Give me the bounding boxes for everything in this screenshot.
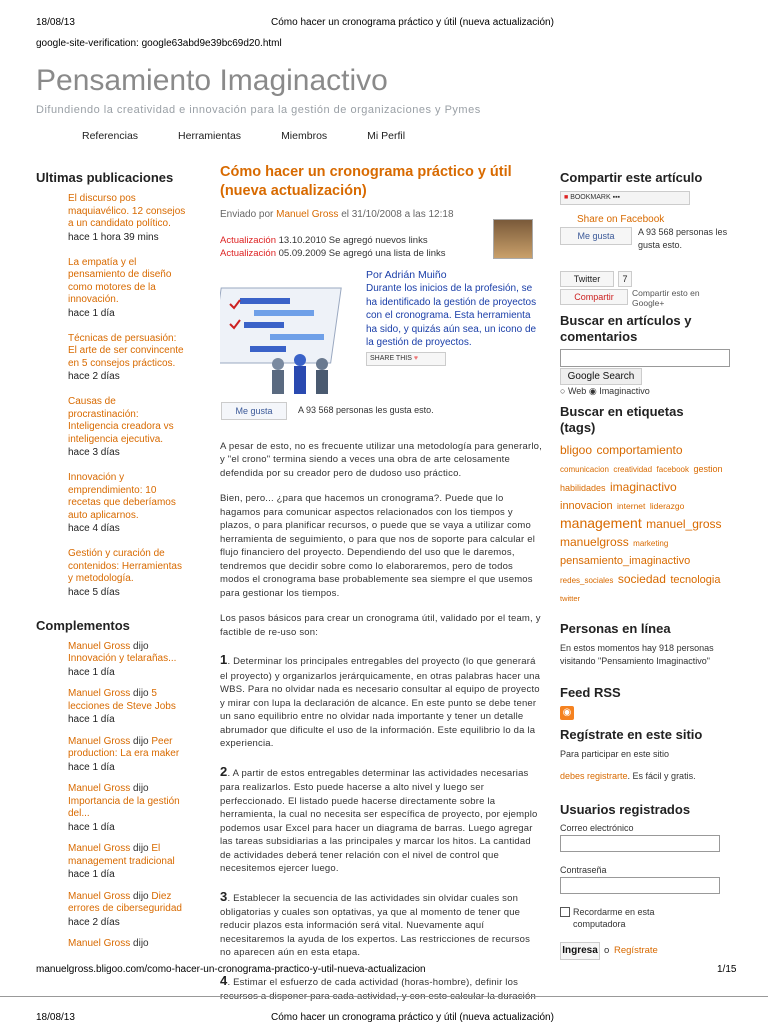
list-item xyxy=(68,891,186,930)
said-label: dijo xyxy=(133,735,149,747)
author-link[interactable]: Manuel Gross xyxy=(276,208,339,220)
tag-link[interactable]: twitter xyxy=(560,594,581,604)
radio-web-label: Web xyxy=(567,386,587,396)
list-item xyxy=(68,688,186,727)
step-number: 1 xyxy=(220,652,228,668)
print-date: 18/08/13 xyxy=(36,17,75,28)
nav-mi-perfil[interactable]: Mi Perfil xyxy=(367,130,406,142)
rss-icon[interactable]: ◉ xyxy=(560,706,574,720)
step-number: 3 xyxy=(220,888,228,904)
publication-link[interactable]: Técnicas de persuasión: El arte de ser convincente en 5 consejos prácticos. xyxy=(68,332,184,369)
said-label: dijo xyxy=(133,843,149,854)
radio-web[interactable]: ○ xyxy=(560,386,566,396)
search-section xyxy=(560,313,730,346)
paragraph: A pesar de esto, no es frecuente utilizar una metodología para generarlo, y "el crono" termina siendo a veces una obra de arte celosamente defendida por su creador pero de dudoso uso práctico. xyxy=(220,441,542,479)
tags-section xyxy=(560,404,690,437)
bookmark-button[interactable] xyxy=(560,191,690,205)
comment-time: hace 1 día xyxy=(68,869,115,880)
step xyxy=(220,763,542,876)
tag-link[interactable]: marketing xyxy=(633,538,669,548)
users-title: Usuarios registrados xyxy=(560,802,691,817)
print-title: Cómo hacer un cronograma práctico y útil (nueva actualización) xyxy=(271,17,554,28)
list-item xyxy=(68,843,186,882)
said-label: dijo xyxy=(133,688,149,699)
tags-title: Buscar en etiquetas (tags) xyxy=(560,404,684,436)
comment-link[interactable]: 5 lecciones de Steve Jobs xyxy=(68,688,176,712)
publication-time: hace 5 días xyxy=(68,586,120,598)
comment-author[interactable]: Manuel Gross xyxy=(68,640,131,652)
comment-author[interactable]: Manuel Gross xyxy=(68,843,131,854)
remember-checkbox[interactable] xyxy=(560,907,570,917)
comment-time: hace 2 días xyxy=(68,916,120,928)
list-item xyxy=(68,641,186,680)
register-text-2: . Es fácil y gratis. xyxy=(627,771,696,781)
search-scope xyxy=(560,385,650,398)
online-text: En estos momentos hay 918 personas visitando "Pensamiento Imaginactivo" xyxy=(560,643,714,666)
intro-text: Durante los inicios de la profesión, se ha identificado la gestión de proyectos con el cronograma. Esta herramienta ha sido, y quizás aún sea, un icono de la gestión de proyectos. xyxy=(366,283,537,349)
article-title: Cómo hacer un cronograma práctico y útil (nueva actualización) xyxy=(220,164,512,199)
twitter-count: 7 xyxy=(618,271,632,287)
step-number: 4 xyxy=(220,972,228,988)
comment-link[interactable]: Importancia de la gestión del... xyxy=(68,795,180,819)
gplus-share-button[interactable]: Compartir xyxy=(560,289,628,305)
article-body xyxy=(220,440,542,1016)
publication-link[interactable]: El discurso pos maquiavélico. 12 consejos a un candidato político. xyxy=(68,193,186,229)
register-text: Para participar en este sitio xyxy=(560,749,670,759)
facebook-like-button[interactable]: Me gusta xyxy=(221,402,287,420)
list-item xyxy=(68,548,186,598)
register-button[interactable]: Regístrate xyxy=(614,945,658,956)
bookmark-icon: ■ xyxy=(564,194,569,201)
comment-time: hace 1 día xyxy=(68,761,115,773)
publication-link[interactable]: Gestión y curación de contenidos: Herramientas y metodología. xyxy=(68,548,182,584)
tag-link[interactable]: manuelgross xyxy=(560,534,629,549)
list-item xyxy=(68,396,186,458)
remember-label: Recordarme en esta computadora xyxy=(573,907,655,929)
step-text: . A partir de estos entregables determinar las actividades necesarias para realizarlos. Esto puede hacerse a alto nivel y luego ser perfeccionado. El listado puede hacerse directamente sobre la herramienta, la cual no necesita ser específica de proyecto, por ejemplo podemos usar Excel para hacer un diagrama de barras. Luego agregar las tareas subsidiarias a las principales y marcar los hitos. La cantidad de actividades deberá tener relación con el nivel de control que necesitemos ejercer luego. xyxy=(220,767,538,875)
list-item xyxy=(68,193,186,243)
tag-link[interactable]: internet xyxy=(617,501,646,512)
twitter-button[interactable]: Twitter xyxy=(560,271,614,287)
comment-link[interactable]: Innovación y telarañas... xyxy=(68,653,177,664)
tag-link[interactable]: comunicacion xyxy=(560,465,609,475)
right-like-text: A 93 568 personas les gusta esto. xyxy=(638,227,728,250)
users-section xyxy=(560,802,730,818)
step-text: . Establecer la secuencia de las actividades sin olvidar cuales son obligatorias y cuales son optativas, ya que al momento de tener que reducir plazos esta información será vital. Nuevamente aquí necesitaremos la ayuda de los expertos. Las restricciones de recursos no aparecen aún en esta etapa. xyxy=(220,892,531,959)
register-prompt xyxy=(560,770,720,783)
comment-time: hace 1 día xyxy=(68,666,115,678)
tag-link[interactable]: creatividad xyxy=(613,465,653,475)
publication-time: hace 4 días xyxy=(68,523,120,534)
step-text: . Estimar el esfuerzo de cada actividad (horas-hombre), definir los xyxy=(227,976,519,988)
publication-link[interactable]: Innovación y emprendimiento: 10 recetas que deberíamos auto aplicarnos. xyxy=(68,472,176,521)
tag-link[interactable]: comportamiento xyxy=(596,443,683,457)
right-like-button[interactable]: Me gusta xyxy=(560,227,632,245)
said-label: dijo xyxy=(133,783,149,794)
said-label: dijo xyxy=(133,640,149,652)
footer-date: 18/08/13 xyxy=(36,1012,75,1023)
right-sidebar xyxy=(560,170,730,186)
gplus-text: Compartir esto en Google+ xyxy=(632,288,700,309)
update-text: 13.10.2010 Se agregó nuevos links xyxy=(278,234,428,246)
share-this-button[interactable] xyxy=(366,352,446,366)
facebook-share-link[interactable]: Share on Facebook xyxy=(577,214,665,225)
tag-link[interactable]: management xyxy=(560,514,642,531)
list-item xyxy=(68,333,186,383)
step-text: . Determinar los principales entregables del proyecto (lo que generará el proyecto) y organizarlos jerárquicamente, en otras palabras hacer una WBS. Para no olvidar nada es necesario consultar al equipo de proyecto y mirar con lupa la declaración de alcance. En este punto se debe tener un sano equilibrio entre no olvidar nada importante y tener un detalle abrumador que dificulte el uso de la información. Este equilibrio lo da la experiencia. xyxy=(220,656,541,750)
google-search-button[interactable]: Google Search xyxy=(560,368,642,385)
step xyxy=(220,651,542,750)
tag-link[interactable]: imaginactivo xyxy=(610,479,677,494)
list-item xyxy=(68,736,186,775)
rss-section xyxy=(560,685,730,701)
update-text: 05.09.2009 Se agregó una lista de links xyxy=(278,247,446,259)
register-title: Regístrate en este sitio xyxy=(560,727,703,742)
comment-link[interactable]: Peer production: La era maker xyxy=(68,735,180,759)
by-line: Por Adrián Muiño xyxy=(366,269,447,281)
tag-link[interactable]: bligoo xyxy=(560,443,593,457)
login-button[interactable]: Ingresa xyxy=(560,942,600,960)
list-item xyxy=(68,472,186,534)
email-label: Correo electrónico xyxy=(560,823,634,833)
site-title[interactable]: Pensamiento Imaginactivo xyxy=(36,64,388,97)
sent-by-label: Enviado por xyxy=(220,208,274,220)
footer-title: Cómo hacer un cronograma práctico y útil (nueva actualización) xyxy=(271,1012,554,1023)
schedule-illustration-icon xyxy=(220,268,356,398)
tag-link[interactable]: pensamiento_imaginactivo xyxy=(560,555,691,568)
step-number: 2 xyxy=(220,763,228,779)
comment-time: hace 1 día xyxy=(68,714,115,725)
update-label: Actualización xyxy=(220,234,276,246)
tag-link[interactable]: manuel_gross xyxy=(646,516,722,531)
author-avatar xyxy=(493,219,533,259)
radio-site-label: Imaginactivo xyxy=(599,386,650,396)
step xyxy=(220,888,542,960)
or-label: o xyxy=(604,945,610,956)
complements-title: Complementos xyxy=(36,617,130,633)
rss-title: Feed RSS xyxy=(560,685,621,700)
site-subtitle: Difundiendo la creatividad e innovación para la gestión de organizaciones y Pymes xyxy=(36,104,481,116)
publication-time: hace 1 día xyxy=(68,307,115,319)
like-count-text: A 93 568 personas les gusta esto. xyxy=(298,405,434,415)
comment-author[interactable]: Manuel Gross xyxy=(68,938,131,949)
main-nav xyxy=(82,130,445,142)
password-label: Contraseña xyxy=(560,865,607,875)
comment-author[interactable]: Manuel Gross xyxy=(68,783,131,794)
left-sidebar xyxy=(36,170,186,960)
tag-link[interactable]: gestion xyxy=(693,464,723,475)
nav-referencias[interactable]: Referencias xyxy=(82,130,139,142)
verification-text: google-site-verification: google63abd9e39bc69d20.html xyxy=(36,38,282,49)
register-link[interactable]: debes registrarte xyxy=(560,771,628,781)
tag-link[interactable]: innovacion xyxy=(560,500,613,513)
step xyxy=(220,972,542,1004)
update-label: Actualización xyxy=(220,247,276,259)
publications-title: Ultimas publicaciones xyxy=(36,170,174,185)
article-intro xyxy=(366,268,544,350)
bookmark-label: BOOKMARK xyxy=(570,194,611,201)
tag-link[interactable]: habilidades xyxy=(560,482,606,493)
nav-herramientas[interactable]: Herramientas xyxy=(178,130,242,142)
comment-time: hace 1 día xyxy=(68,821,115,833)
comment-author[interactable]: Manuel Gross xyxy=(68,890,131,902)
social-icons: ▪▪▪ xyxy=(612,194,621,201)
paragraph: Bien, pero... ¿para que hacemos un cronograma?. Puede que lo hagamos para comunicar aspectos relacionados con los tiempos y plazos, o para planificar recursos, o puede que se vaya a utilizar como herramienta de seguimiento, o para que nos de soporte para calcular el flujo financiero del proyecto. Dependiendo del uso que le daremos, tendremos que decidir sobre como lo elaboraremos, pero de todos modos el cronograma base probablemente sea siempre el que usemos para gestionar los tiempos. xyxy=(220,493,536,599)
page-number: 1/15 xyxy=(717,964,737,975)
search-title: Buscar en artículos y comentarios xyxy=(560,313,692,345)
publication-link[interactable]: La empatía y el pensamiento de diseño como motores de la innovación. xyxy=(68,256,172,305)
publication-time: hace 2 días xyxy=(68,371,120,382)
password-field[interactable] xyxy=(560,877,720,894)
email-field[interactable] xyxy=(560,835,720,852)
article-date: el 31/10/2008 a las 12:18 xyxy=(341,208,454,220)
comment-link[interactable]: El management tradicional xyxy=(68,843,175,867)
comment-author[interactable]: Manuel Gross xyxy=(68,735,131,747)
list-item xyxy=(68,257,186,319)
comment-author[interactable]: Manuel Gross xyxy=(68,688,131,699)
radio-site[interactable]: ◉ xyxy=(588,386,597,396)
share-title: Compartir este artículo xyxy=(560,170,703,185)
share-icon: ♥ xyxy=(413,355,418,362)
nav-miembros[interactable]: Miembros xyxy=(281,130,328,142)
said-label: dijo xyxy=(133,938,149,949)
list-item xyxy=(68,783,186,834)
search-input[interactable] xyxy=(560,349,730,367)
paragraph: Los pasos básicos para crear un cronograma útil, validado por el team, y factible de re-uso son: xyxy=(220,613,541,638)
register-section xyxy=(560,727,730,743)
online-section xyxy=(560,621,730,637)
share-this-label: SHARE THIS xyxy=(370,355,412,362)
publication-time: hace 1 hora 39 mins xyxy=(68,231,159,243)
list-item xyxy=(68,938,186,951)
page-divider xyxy=(0,996,768,997)
publication-time: hace 3 días xyxy=(68,447,120,458)
tag-cloud xyxy=(560,441,730,607)
tag-link[interactable]: redes_sociales xyxy=(560,575,614,585)
tag-link[interactable]: tecnologia xyxy=(670,573,721,586)
publication-link[interactable]: Causas de procrastinación: Inteligencia creadora vs inteligencia ejecutiva. xyxy=(68,396,174,445)
online-title: Personas en línea xyxy=(560,621,671,636)
said-label: dijo xyxy=(133,890,149,902)
tag-link[interactable]: liderazgo xyxy=(649,501,685,512)
tag-link[interactable]: sociedad xyxy=(617,571,666,586)
tag-link[interactable]: facebook xyxy=(656,465,689,475)
comment-link[interactable]: Diez errores de ciberseguridad xyxy=(68,890,182,914)
footer-url: manuelgross.bligoo.com/como-hacer-un-cronograma-practico-y-util-nueva-actualizacion xyxy=(36,964,426,975)
